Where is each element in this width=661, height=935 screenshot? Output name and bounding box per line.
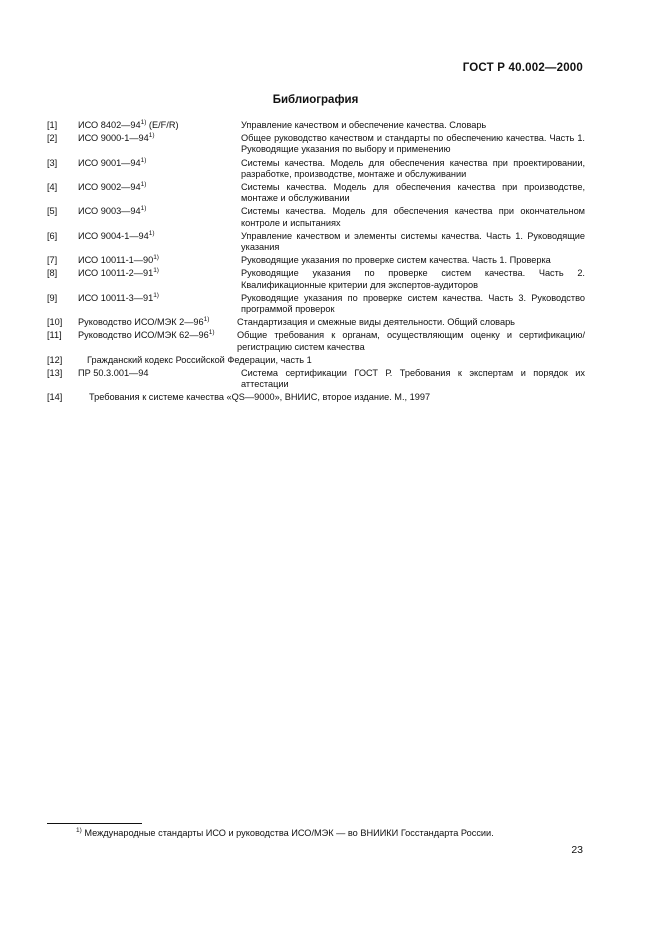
- entry-description: Стандартизация и смежные виды деятельности. Общий словарь: [237, 317, 515, 328]
- entry-reference: ИСО 9004-1—94$^{1)}$: [78, 229, 155, 241]
- entry-number: [6]: [47, 230, 58, 241]
- entry-description: Системы качества. Модель для обеспечения качества при проектировании, разработке, производстве, монтаже и обслуживании: [241, 157, 585, 179]
- bibliography-entry: [47, 368, 585, 390]
- entry-reference: ИСО 8402—94$^{1)}$ (E/F/R): [78, 119, 179, 130]
- bibliography-entry: [47, 355, 585, 366]
- entry-number: [8]: [47, 268, 58, 279]
- entry-reference: ИСО 9000-1—94$^{1)}$: [78, 132, 155, 144]
- entry-full-text: Гражданский кодекс Российской Федерации, часть 1: [87, 354, 312, 365]
- entry-number: [13]: [47, 368, 63, 379]
- entry-description: Общие требования к органам, осуществляющим оценку и сертификацию/ регистрацию систем качества: [237, 330, 585, 352]
- footnote: [76, 828, 494, 838]
- document-id: ГОСТ Р 40.002—2000: [462, 62, 583, 74]
- entry-description: Общее руководство качеством и стандарты по обеспечению качества. Часть 1. Руководящие указания по выбору и применению: [241, 133, 585, 155]
- entry-description: Системы качества. Модель для обеспечения качества при производстве, монтаже и обслуживании: [241, 182, 585, 204]
- entry-description: Управление качеством и элементы системы качества. Часть 1. Руководящие указания: [241, 230, 585, 253]
- bibliography-entry: [47, 133, 585, 155]
- entry-reference: ИСО 9001—94$^{1)}$: [78, 156, 147, 168]
- footnote-divider: [47, 823, 142, 824]
- entry-description: Система сертификации ГОСТ Р. Требования к экспертам и порядок их аттестации: [241, 368, 585, 390]
- entry-number: [4]: [47, 182, 58, 193]
- entry-number: [10]: [47, 317, 63, 328]
- bibliography-entry: [47, 293, 585, 315]
- entry-number: [2]: [47, 133, 58, 144]
- entry-reference: Руководство ИСО/МЭК 62—96$^{1)}$: [78, 329, 215, 341]
- entry-number: [3]: [47, 157, 58, 168]
- bibliography-entry: [47, 206, 585, 228]
- page-title: Библиография: [272, 94, 359, 106]
- entry-description: Управление качеством и обеспечение качества. Словарь: [241, 120, 487, 130]
- bibliography-entry: [47, 158, 585, 180]
- entry-description: Руководящие указания по проверке систем качества. Часть 1. Проверка: [241, 255, 551, 266]
- entry-description: Руководящие указания по проверке систем качества. Часть 3. Руководство программой проверок: [241, 292, 585, 315]
- entry-number: [5]: [47, 206, 58, 217]
- entry-number: [11]: [47, 330, 62, 341]
- entry-number: [7]: [47, 255, 58, 266]
- entry-reference: ИСО 9002—94$^{1)}$: [78, 181, 147, 193]
- entry-number: [14]: [47, 392, 63, 403]
- bibliography-entry: [47, 317, 585, 328]
- bibliography-entry: [47, 268, 585, 290]
- bibliography-entry: [47, 392, 585, 403]
- page-number: 23: [571, 844, 583, 856]
- entry-description: Системы качества. Модель для обеспечения качества при окончательном контроле и испытаниях: [241, 206, 585, 228]
- entry-reference: ИСО 9003—94$^{1)}$: [78, 205, 147, 217]
- entry-full-text: Требования к системе качества «QS—9000», ВНИИС, второе издание. М., 1997: [89, 392, 431, 403]
- entry-description: Руководящие указания по проверке систем качества. Часть 2. Квалификационные критерии для экспертов-аудиторов: [241, 268, 585, 290]
- entry-reference: Руководство ИСО/МЭК 2—96$^{1)}$: [78, 316, 210, 328]
- entry-reference: ИСО 10011-2—91$^{1)}$: [78, 267, 159, 279]
- entry-reference: ПР 50.3.001—94: [78, 368, 149, 379]
- entry-number: [1]: [47, 120, 58, 130]
- entry-reference: ИСО 10011-1—90$^{1)}$: [78, 254, 159, 266]
- bibliography-entry: [47, 231, 585, 253]
- entry-number: [9]: [47, 292, 58, 303]
- bibliography-entry: [47, 182, 585, 204]
- footnote-mark: 1): [76, 827, 82, 834]
- bibliography-list: [47, 120, 585, 406]
- footnote-text: Международные стандарты ИСО и руководства ИСО/МЭК — во ВНИИКИ Госстандарта России.: [81, 828, 494, 838]
- bibliography-entry: [47, 330, 585, 352]
- bibliography-entry: [47, 120, 585, 131]
- entry-number: [12]: [47, 354, 63, 365]
- entry-reference: ИСО 10011-3—91$^{1)}$: [78, 291, 159, 303]
- bibliography-entry: [47, 255, 585, 266]
